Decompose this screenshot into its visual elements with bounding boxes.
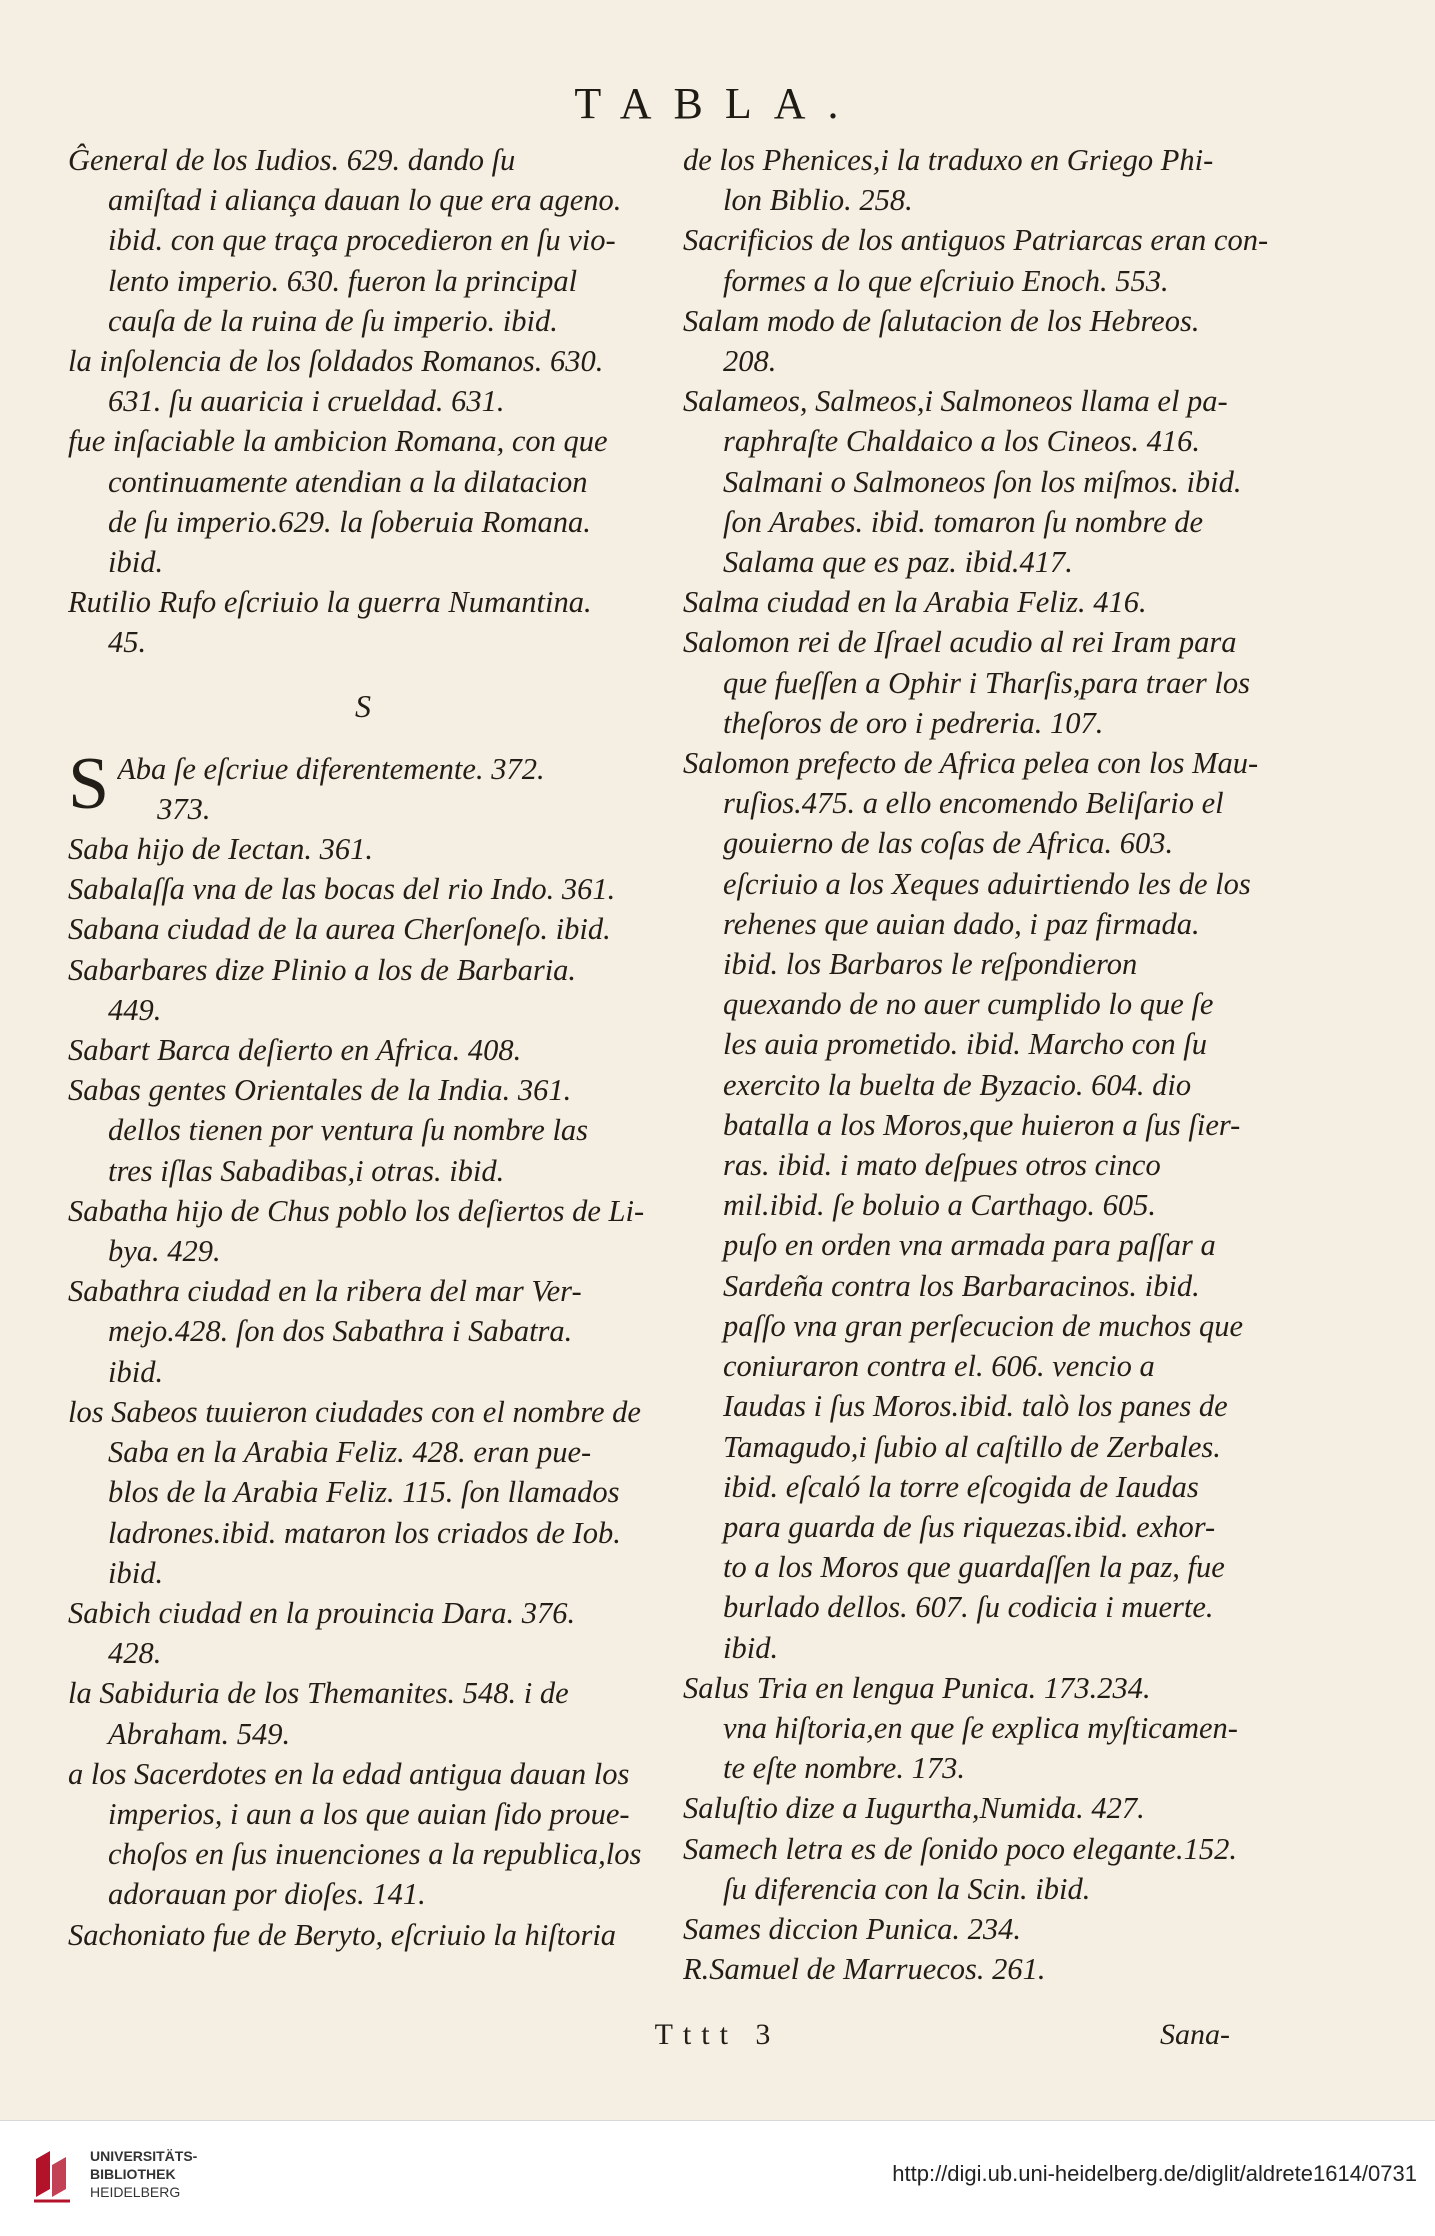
- entry-line: Salmani o Salmoneos ſon los miſmos. ibid.: [723, 464, 1242, 499]
- entry-line: 373.: [157, 791, 211, 826]
- entry-line: mejo.428. ſon dos Sabathra i Sabatra.: [108, 1314, 573, 1349]
- entry-line: ibid.: [108, 1354, 164, 1389]
- index-entry: [68, 1030, 658, 1070]
- entry-line: Sabart Barca deſierto en Africa. 408.: [68, 1033, 522, 1068]
- entry-line: ſu diferencia con la Scin. ibid.: [723, 1871, 1091, 1906]
- index-entry: [68, 421, 658, 582]
- entry-line: ras. ibid. i mato deſpues otros cinco: [723, 1148, 1161, 1183]
- entry-line: a los Sacerdotes en la edad antigua dauan los: [68, 1756, 630, 1791]
- entry-line: Aba ſe eſcriue diferentemente. 372.: [117, 751, 545, 786]
- index-entry: [683, 1788, 1273, 1828]
- index-entry: [68, 1754, 658, 1915]
- index-entry: [68, 1673, 658, 1753]
- entry-line: tres iſlas Sabadibas,i otras. ibid.: [108, 1153, 505, 1188]
- entry-line: ſon Arabes. ibid. tomaron ſu nombre de: [723, 504, 1204, 539]
- entry-line: Saluſtio dize a Iugurtha,Numida. 427.: [683, 1791, 1145, 1826]
- index-entry: [683, 140, 1273, 220]
- page-url-link[interactable]: http://digi.ub.uni-heidelberg.de/diglit/aldrete1614/0731: [892, 2161, 1417, 2186]
- entry-line: ruſios.475. a ello encomendo Beliſario el: [723, 786, 1224, 821]
- entry-line: 208.: [723, 344, 777, 379]
- entry-line: Sardeña contra los Barbaracinos. ibid.: [723, 1268, 1200, 1303]
- entry-line: Sabathra ciudad en la ribera del mar Ver-: [68, 1274, 582, 1309]
- left-s-entries: [68, 742, 658, 1955]
- catchword: Sana-: [1160, 2018, 1230, 2051]
- library-logo-icon: [30, 2145, 76, 2205]
- entry-line: Sabarbares dize Plinio a los de Barbaria.: [68, 952, 577, 987]
- entry-line: la inſolencia de los ſoldados Romanos. 630.: [68, 344, 604, 379]
- entry-line: fue inſaciable la ambicion Romana, con que: [68, 424, 608, 459]
- entry-line: lon Biblio. 258.: [723, 183, 913, 218]
- entry-line: la Sabiduria de los Themanites. 548. i de: [68, 1676, 569, 1711]
- entry-line: 428.: [108, 1636, 162, 1671]
- entry-line: Sabas gentes Orientales de la India. 361.: [68, 1073, 572, 1108]
- entry-line: coniuraron contra el. 606. vencio a: [723, 1349, 1155, 1384]
- entry-line: exercito la buelta de Byzacio. 604. dio: [723, 1067, 1192, 1102]
- entry-line: R.Samuel de Marruecos. 261.: [683, 1952, 1046, 1987]
- index-entry: [68, 909, 658, 949]
- entry-line: ibid. con que traça procedieron en ſu vio-: [108, 223, 616, 258]
- index-entry: [68, 1070, 658, 1191]
- entry-line: dellos tienen por ventura ſu nombre las: [108, 1113, 589, 1148]
- entry-line: de los Phenices,i la traduxo en Griego Phi-: [683, 143, 1214, 177]
- entry-line: que fueſſen a Ophir i Tharſis,para traer los: [723, 665, 1250, 700]
- signature-mark: Tttt 3: [654, 2018, 781, 2051]
- entry-line: to a los Moros que guardaſſen la paz, fue: [723, 1550, 1225, 1585]
- index-entry: [683, 1949, 1273, 1989]
- entry-line: te eſte nombre. 173.: [723, 1751, 965, 1786]
- entry-line: Salameos, Salmeos,i Salmoneos llama el pa-: [683, 384, 1228, 419]
- index-entry: [68, 1191, 658, 1271]
- entry-line: rehenes que auian dado, i paz firmada.: [723, 906, 1200, 941]
- index-entry: [68, 1271, 658, 1392]
- entry-line: ibid.: [108, 545, 164, 580]
- entry-line: imperios, i aun a los que auian ſido proue-: [108, 1796, 630, 1831]
- entry-line: lento imperio. 630. fueron la principal: [108, 263, 578, 298]
- entry-line: gouierno de las coſas de Africa. 603.: [723, 826, 1174, 861]
- entry-line: Rutilio Rufo eſcriuio la guerra Numantina.: [68, 585, 592, 620]
- entry-line: raphraſte Chaldaico a los Cineos. 416.: [723, 424, 1200, 459]
- entry-line: Sabalaſſa vna de las bocas del rio Indo. 361.: [68, 872, 616, 907]
- entry-line: ladrones.ibid. mataron los criados de Iob.: [108, 1515, 621, 1550]
- entry-line: Salomon rei de Iſrael acudio al rei Iram para: [683, 625, 1237, 660]
- entry-line: adorauan por dioſes. 141.: [108, 1877, 426, 1912]
- index-entry: [683, 622, 1273, 743]
- entry-line: Sabana ciudad de la aurea Cherſoneſo. ibid.: [68, 912, 611, 947]
- index-entry: [68, 829, 658, 869]
- entry-line: Salomon prefecto de Africa pelea con los Mau-: [683, 746, 1259, 781]
- entry-line: burlado dellos. 607. ſu codicia i muerte.: [723, 1590, 1214, 1625]
- entry-line: Sabatha hijo de Chus poblo los deſiertos de Li-: [68, 1193, 645, 1228]
- index-entry: [68, 140, 658, 341]
- entry-line: 449.: [108, 992, 162, 1027]
- entry-line: puſo en orden vna armada para paſſar a: [723, 1228, 1216, 1263]
- drop-cap: S: [68, 742, 110, 825]
- entry-line: Salma ciudad en la Arabia Feliz. 416.: [683, 585, 1147, 620]
- library-line-2: BIBLIOTHEK: [90, 2166, 176, 2182]
- entry-line: continuamente atendian a la dilatacion: [108, 464, 588, 499]
- index-entry: [68, 582, 658, 662]
- entry-line: Sabich ciudad en la prouincia Dara. 376.: [68, 1595, 576, 1630]
- viewer-footer: [0, 2120, 1435, 2236]
- entry-line: ibid. los Barbaros le reſpondieron: [723, 947, 1138, 982]
- entry-line: eſcriuio a los Xeques aduirtiendo les de los: [723, 866, 1251, 901]
- index-entry: [68, 1915, 658, 1955]
- right-index-entries: [683, 140, 1273, 1989]
- index-entry: [68, 341, 658, 421]
- entry-line: Ĝeneral de los Iudios. 629. dando ſu: [68, 143, 516, 177]
- entry-line: blos de la Arabia Feliz. 115. ſon llamados: [108, 1475, 620, 1510]
- index-entry: [683, 582, 1273, 622]
- entry-line: formes a lo que eſcriuio Enoch. 553.: [723, 263, 1169, 298]
- entry-line: vna hiſtoria,en que ſe explica myſticamen-: [723, 1710, 1238, 1745]
- entry-line: Sachoniato fue de Beryto, eſcriuio la hiſtoria: [68, 1917, 617, 1952]
- index-entry: [683, 1909, 1273, 1949]
- entry-line: para guarda de ſus riquezas.ibid. exhor-: [723, 1509, 1216, 1544]
- library-line-1: UNIVERSITÄTS-: [90, 2148, 198, 2164]
- right-column: [683, 140, 1273, 1989]
- entry-line: Abraham. 549.: [108, 1716, 291, 1751]
- index-entry: [68, 1593, 658, 1673]
- entry-line: Saba en la Arabia Feliz. 428. eran pue-: [108, 1435, 592, 1470]
- index-entry: [683, 743, 1273, 1668]
- index-entry: [68, 742, 658, 829]
- entry-line: Sacrificios de los antiguos Patriarcas eran con-: [683, 223, 1269, 258]
- index-entry: [683, 220, 1273, 300]
- entry-line: Salus Tria en lengua Punica. 173.234.: [683, 1670, 1151, 1705]
- index-entry: [683, 381, 1273, 582]
- entry-line: batalla a los Moros,que huieron a ſus ſier-: [723, 1107, 1241, 1142]
- entry-line: 631. ſu auaricia i crueldad. 631.: [108, 384, 505, 419]
- entry-line: ibid.: [723, 1630, 779, 1665]
- index-entry: [68, 1392, 658, 1593]
- entry-line: ibid.: [108, 1555, 164, 1590]
- entry-line: les auia prometido. ibid. Marcho con ſu: [723, 1027, 1207, 1062]
- entry-line: de ſu imperio.629. la ſoberuia Romana.: [108, 504, 591, 539]
- entry-line: cauſa de la ruina de ſu imperio. ibid.: [108, 303, 558, 338]
- entry-line: quexando de no auer cumplido lo que ſe: [723, 987, 1214, 1022]
- entry-line: theſoros de oro i pedreria. 107.: [723, 705, 1104, 740]
- entry-line: bya. 429.: [108, 1234, 221, 1269]
- page-title: TABLA.: [574, 79, 861, 128]
- entry-line: los Sabeos tuuieron ciudades con el nombre de: [68, 1394, 641, 1429]
- entry-line: Salama que es paz. ibid.417.: [723, 545, 1073, 580]
- entry-line: Tamagudo,i ſubio al caſtillo de Zerbales.: [723, 1429, 1221, 1464]
- entry-line: choſos en ſus inuenciones a la republica,los: [108, 1837, 642, 1872]
- index-entry: [68, 950, 658, 1030]
- entry-line: Salam modo de ſalutacion de los Hebreos.: [683, 303, 1200, 338]
- entry-line: 45.: [108, 625, 147, 660]
- entry-line: Saba hijo de Iectan. 361.: [68, 832, 373, 867]
- entry-line: Samech letra es de ſonido poco elegante.152.: [683, 1831, 1237, 1866]
- entry-line: Sames diccion Punica. 234.: [683, 1911, 1021, 1946]
- index-entry: [683, 1668, 1273, 1789]
- entry-line: ibid. eſcaló la torre eſcogida de Iaudas: [723, 1469, 1199, 1504]
- left-column: [68, 140, 658, 1955]
- entry-line: amiſtad i aliança dauan lo que era ageno.: [108, 183, 622, 218]
- entry-line: mil.ibid. ſe boluio a Carthago. 605.: [723, 1188, 1156, 1223]
- entry-line: paſſo vna gran perſecucion de muchos que: [723, 1308, 1244, 1343]
- index-entry: [683, 1829, 1273, 1909]
- entry-line: Iaudas i ſus Moros.ibid. talò los panes de: [723, 1389, 1228, 1424]
- index-entry: [68, 869, 658, 909]
- library-name: [90, 2147, 197, 2201]
- index-entry: [683, 301, 1273, 381]
- library-logo[interactable]: [30, 2143, 300, 2213]
- section-letter: S: [355, 687, 371, 724]
- left-index-entries: [68, 140, 658, 663]
- library-line-3: HEIDELBERG: [90, 2184, 181, 2200]
